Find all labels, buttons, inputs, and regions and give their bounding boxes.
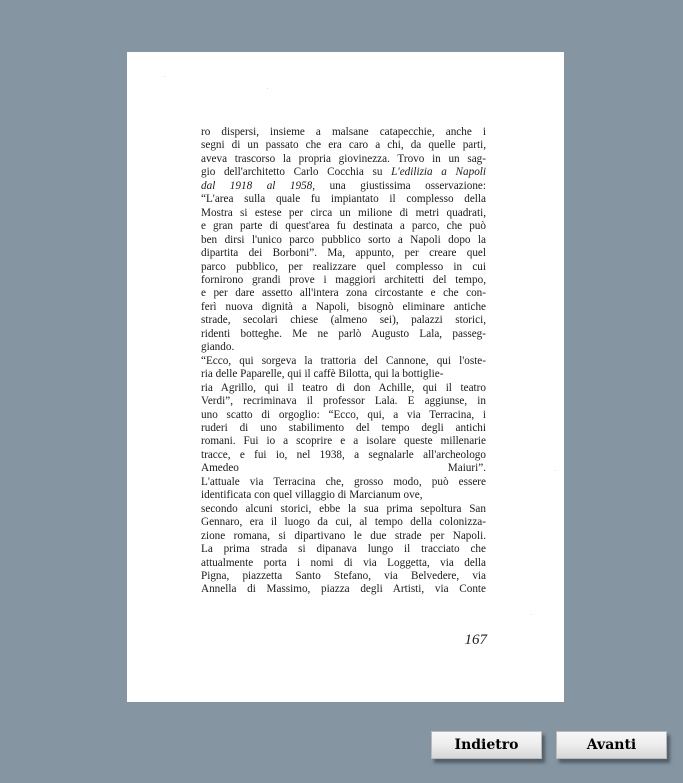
text-line: strade, secolari chiese (almeno sei), palazzi storici, [201, 314, 486, 327]
text-line: fornirono grandi prove i maggiori architetti del tempo, [201, 273, 486, 286]
text-line: “Ecco, qui sorgeva la trattoria del Cannone, qui l'oste- [201, 354, 486, 367]
text-line: ben dirsi l'unico parco pubblico sorto a Napoli dopo la [201, 233, 486, 246]
page-speck [267, 88, 268, 89]
text-line: Mostra si estese per circa un milione di metri quadrati, [201, 206, 486, 219]
text-line: giando. [201, 341, 235, 354]
book-page [127, 52, 564, 702]
text-line: identificata con quel villaggio di Marcianum ove, [201, 489, 423, 502]
page-text [201, 126, 486, 597]
text-line [201, 166, 486, 179]
text-line: ria Agrillo, qui il teatro di don Achille, qui il teatro [201, 381, 486, 394]
text-line [201, 180, 486, 193]
text-line: e per dare assetto all'intera zona circostante e che con- [201, 287, 486, 300]
text-line: e gran parte di quest'area fu destinata a parco, che può [201, 220, 486, 233]
text-line: attualmente porta i nomi di via Loggetta, via della [201, 556, 486, 569]
text-line: Pigna, piazzetta Santo Stefano, via Belvedere, via [201, 569, 486, 582]
text-line: Gennaro, era il luogo da cui, al tempo della colonizza- [201, 516, 486, 529]
page-speck [555, 470, 556, 471]
text-line: L'attuale via Terracina che, grosso modo, può essere [201, 475, 486, 488]
page-speck [164, 76, 165, 77]
book-title-part: dal 1918 al 1958 [201, 179, 313, 192]
text-line: “L'area sulla quale fu impiantato il complesso della [201, 193, 486, 206]
text-line: uno scatto di orgoglio: “Ecco, qui, a via Terracina, i [201, 408, 486, 421]
page-number: 167 [464, 632, 487, 648]
text-line: romani. Fui io a scoprire e a isolare queste millenarie [201, 435, 486, 448]
text-line: segni di un passato che era caro a chi, da quelle parti, [201, 139, 486, 152]
text-line-part: gio dell'architetto Carlo Cocchia su [201, 166, 392, 179]
text-line: ridenti botteghe. Me ne parlò Augusto Lala, passeg- [201, 327, 486, 340]
text-line: parco pubblico, per realizzare quel complesso in cui [201, 260, 486, 273]
back-button[interactable]: Indietro [431, 731, 542, 759]
next-button[interactable]: Avanti [556, 731, 667, 759]
text-line: aveva trascorso la propria giovinezza. Trovo in un sag- [201, 152, 486, 165]
text-line: Verdi”, recriminava il professor Lala. E aggiunse, in [201, 395, 486, 408]
page-speck [531, 614, 532, 615]
text-line: ferì nuova dignità a Napoli, bisognò eliminare antiche [201, 300, 486, 313]
text-line-part: , una giustissima osservazione: [312, 179, 486, 192]
text-line: ro dispersi, insieme a malsane catapecchie, anche i [201, 126, 486, 138]
text-line: dipartita dei Borboni”. Ma, appunto, per creare quel [201, 247, 486, 260]
text-line: ria delle Paparelle, qui il caffè Bilotta, qui la bottiglie- [201, 368, 444, 381]
text-line: zione romana, si dipartivano le due strade per Napoli. [201, 529, 486, 542]
text-line: ruderi di uno stabilimento del tempo degli antichi [201, 421, 486, 434]
text-line: tracce, e fui io, nel 1938, a segnalarle all'archeologo [201, 448, 486, 461]
text-line: La prima strada si dipanava lungo il tracciato che [201, 543, 486, 556]
text-line: Annella di Massimo, piazza degli Artisti, via Conte [201, 583, 486, 596]
text-line: secondo alcuni storici, ebbe la sua prima sepoltura San [201, 502, 486, 515]
text-line: Amedeo Maiuri”. [201, 462, 486, 475]
book-title-part: L'edilizia a Napoli [391, 166, 486, 179]
